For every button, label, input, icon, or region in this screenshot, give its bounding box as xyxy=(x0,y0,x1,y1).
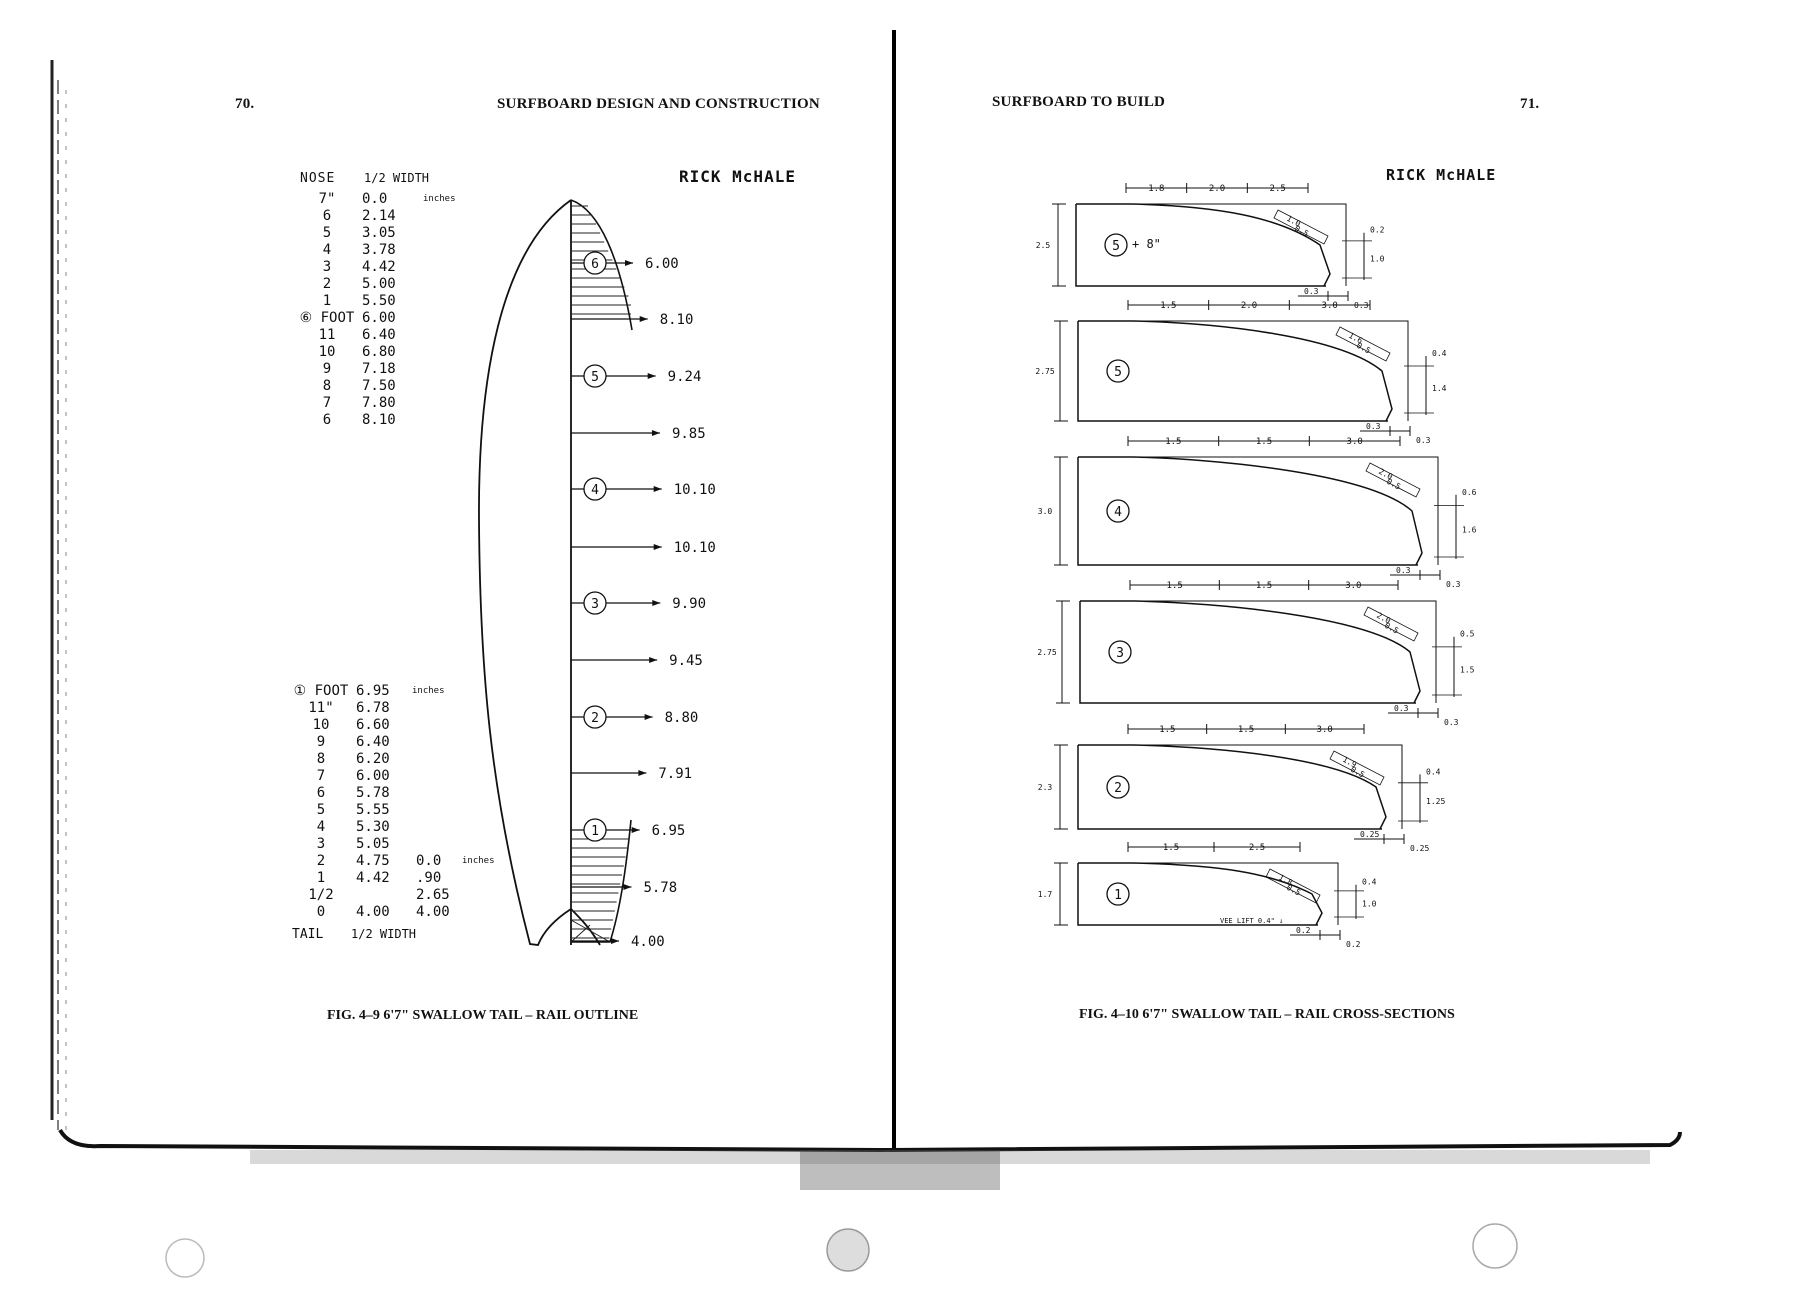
bottom-left-value: 0.3 xyxy=(1394,704,1409,713)
table-row xyxy=(292,411,422,428)
right-top-value: 0.2 xyxy=(1370,225,1385,235)
station-arrowhead xyxy=(654,486,662,492)
slant-dimension-value: 1.0 xyxy=(1285,213,1303,229)
bottom-right-value: 0.3 xyxy=(1446,580,1461,589)
table-row xyxy=(292,207,422,224)
bottom-left-value: 0.3 xyxy=(1396,566,1411,575)
right-top-value: 0.4 xyxy=(1426,767,1441,777)
left-figure-caption: FIG. 4–9 6'7" SWALLOW TAIL – RAIL OUTLINE xyxy=(327,1008,639,1023)
half-width-value: 6.78 xyxy=(356,699,390,716)
table-row xyxy=(292,326,422,343)
right-mid-value: 1.0 xyxy=(1362,899,1377,909)
half-width-value: 5.78 xyxy=(356,784,390,801)
bottom-right-value: 0.2 xyxy=(1346,940,1361,949)
right-top-value: 0.4 xyxy=(1432,349,1447,358)
top-dimension-value: 1.5 xyxy=(1160,301,1177,311)
station-position: 5 xyxy=(322,224,332,241)
station-position: 7" xyxy=(318,190,336,207)
half-width-value: 8.10 xyxy=(362,411,396,428)
rail-outline-drawing xyxy=(460,190,760,960)
section-label: 5 xyxy=(1112,239,1120,254)
station-arrowhead xyxy=(649,657,657,663)
station-arrowhead xyxy=(648,373,656,379)
table-row xyxy=(292,190,422,207)
top-dimension-value: 1.5 xyxy=(1237,725,1255,735)
half-width-value: 4.75 xyxy=(356,852,390,869)
station-arrowhead xyxy=(638,770,646,776)
rail-cross-sections xyxy=(1035,170,1510,960)
station-value: 9.45 xyxy=(669,653,703,669)
right-top-value: 0.6 xyxy=(1462,487,1477,497)
right-running-head: SURFBOARD TO BUILD xyxy=(992,94,1166,110)
half-width-value: 6.95 xyxy=(356,682,390,699)
slant-dimension-value: 1.8 xyxy=(1277,872,1295,888)
swallow-width-value: 0.0 xyxy=(416,852,442,869)
slant-dimension-value: 0.5 xyxy=(1285,882,1303,898)
station-value: 7.91 xyxy=(658,766,693,782)
cross-section-4 xyxy=(1037,580,1474,727)
half-width-value: 6.60 xyxy=(356,716,390,733)
tail-table-unit: inches xyxy=(412,686,445,696)
table-row xyxy=(292,224,422,241)
tail-vee-lines xyxy=(571,920,610,942)
station-position: 6 xyxy=(322,207,332,224)
cross-section-3 xyxy=(1038,436,1477,589)
tail-table-footer-right: 1/2 WIDTH xyxy=(351,927,417,941)
station-position: 1/2 xyxy=(308,886,334,903)
station-value: 5.78 xyxy=(643,880,678,896)
table-row xyxy=(292,343,422,360)
station-label: 3 xyxy=(591,597,599,612)
table-row xyxy=(292,377,422,394)
half-width-value: 5.55 xyxy=(356,801,390,818)
top-dimension-value: 1.8 xyxy=(1148,184,1165,194)
half-width-value: 5.50 xyxy=(362,292,396,309)
station-label: 2 xyxy=(591,711,599,726)
section-height-label: 3.0 xyxy=(1037,507,1053,516)
right-mid-value: 1.5 xyxy=(1460,665,1475,675)
station-position: 8 xyxy=(316,750,326,767)
right-mid-value: 1.4 xyxy=(1432,384,1447,393)
station-arrowhead xyxy=(645,714,653,720)
station-position: 7 xyxy=(322,394,332,411)
station-value: 10.10 xyxy=(673,482,716,498)
slant-dimension-value: 0.5 xyxy=(1349,764,1367,780)
station-value: 10.10 xyxy=(673,540,716,556)
station-position: 2 xyxy=(322,275,332,292)
half-width-value: 6.40 xyxy=(362,326,396,343)
right-figure-caption: FIG. 4–10 6'7" SWALLOW TAIL – RAIL CROSS-SECTIONS xyxy=(1079,1007,1455,1022)
half-width-value: 5.05 xyxy=(356,835,390,852)
nose-table-header-right: 1/2 WIDTH xyxy=(364,171,430,185)
station-position: 2 xyxy=(316,852,326,869)
half-width-value: 6.00 xyxy=(356,767,390,784)
table-row xyxy=(292,275,422,292)
section-suffix: + 8" xyxy=(1132,237,1161,251)
top-dimension-value: 2.5 xyxy=(1269,184,1286,194)
half-width-value xyxy=(356,886,416,903)
half-width-value: 4.42 xyxy=(362,258,396,275)
station-position: 9 xyxy=(322,360,332,377)
section-height-label: 2.3 xyxy=(1037,783,1053,792)
section-height-label: 2.75 xyxy=(1037,648,1057,657)
half-width-value: 6.80 xyxy=(362,343,396,360)
station-position: 10 xyxy=(318,343,336,360)
station-label: 1 xyxy=(591,824,599,839)
table-row xyxy=(286,750,472,767)
table-row xyxy=(286,716,472,733)
section-label: 5 xyxy=(1114,365,1122,380)
top-dimension-value: 3.0 xyxy=(1346,437,1363,447)
half-width-value: 6.00 xyxy=(362,309,396,326)
half-width-value: 5.00 xyxy=(362,275,396,292)
station-arrowhead xyxy=(623,884,631,890)
station-value: 8.80 xyxy=(664,710,699,726)
top-dimension-value: 1.5 xyxy=(1162,843,1180,853)
top-dimension-value: 1.5 xyxy=(1255,437,1273,447)
table-row xyxy=(292,394,422,411)
bottom-left-value: 0.2 xyxy=(1296,926,1311,935)
half-width-value: 6.40 xyxy=(356,733,390,750)
right-mid-value: 1.6 xyxy=(1462,525,1477,535)
top-dimension-value: 3.0 xyxy=(1345,581,1362,591)
slant-dimension-value: 0.5 xyxy=(1383,620,1401,636)
station-arrows xyxy=(571,252,716,950)
slant-dimension-value: 1.6 xyxy=(1347,330,1365,346)
top-dimension-value: 1.5 xyxy=(1159,725,1176,735)
tail-table-unit-2: inches xyxy=(462,856,495,866)
slant-dimension-value: 0.5 xyxy=(1385,476,1403,492)
half-width-value: 7.18 xyxy=(362,360,396,377)
swallow-width-value: 2.65 xyxy=(416,886,450,903)
tail-table xyxy=(286,682,472,920)
cross-section-6 xyxy=(1038,842,1377,949)
cross-section-1 xyxy=(1036,183,1385,310)
swallow-width-value: .90 xyxy=(416,869,442,886)
table-row xyxy=(292,258,422,275)
station-label: 4 xyxy=(591,483,599,498)
station-value: 6.00 xyxy=(645,256,679,272)
top-dimension-value: 3.0 xyxy=(1321,301,1338,311)
bottom-right-value: 0.25 xyxy=(1410,844,1430,853)
left-page-number: 70. xyxy=(235,96,255,112)
board-outline-rail xyxy=(479,200,600,945)
half-width-value: 7.80 xyxy=(362,394,396,411)
top-dimension-value: 2.0 xyxy=(1240,301,1258,311)
section-height-label: 1.7 xyxy=(1037,890,1053,899)
top-dimension-value: 2.5 xyxy=(1248,843,1266,853)
bottom-left-value: 0.25 xyxy=(1360,830,1380,839)
nose-table xyxy=(292,190,422,428)
section-label: 2 xyxy=(1114,781,1122,796)
section-label: 1 xyxy=(1114,888,1122,903)
table-row xyxy=(286,733,472,750)
swallow-width-value: 4.00 xyxy=(416,903,450,920)
station-arrowhead xyxy=(654,544,662,550)
station-position: ⑥ FOOT xyxy=(299,309,355,326)
table-row xyxy=(286,886,472,903)
bottom-left-value: 0.3 xyxy=(1366,422,1381,431)
bottom-right-value: 0.3 xyxy=(1354,301,1369,310)
half-width-value: 4.42 xyxy=(356,869,390,886)
tail-table-footer-left: TAIL xyxy=(292,927,324,942)
top-dimension-value: 1.5 xyxy=(1165,437,1182,447)
table-row xyxy=(286,869,472,886)
half-width-value: 5.30 xyxy=(356,818,390,835)
right-mid-value: 1.25 xyxy=(1426,796,1446,806)
table-row xyxy=(286,767,472,784)
top-dimension-value: 3.0 xyxy=(1316,725,1333,735)
right-mid-value: 1.0 xyxy=(1370,254,1385,264)
table-row xyxy=(286,784,472,801)
right-top-value: 0.4 xyxy=(1362,877,1377,887)
slant-dimension-value: 0.5 xyxy=(1355,340,1373,356)
station-position: 11" xyxy=(308,699,334,716)
table-row xyxy=(292,241,422,258)
half-width-value: 2.14 xyxy=(362,207,396,224)
half-width-value: 0.0 xyxy=(362,190,388,207)
half-width-value: 3.78 xyxy=(362,241,396,258)
slant-dimension-value: 1.9 xyxy=(1341,754,1359,770)
cross-section-2 xyxy=(1035,300,1446,445)
station-label: 6 xyxy=(591,257,599,272)
station-position: 10 xyxy=(312,716,330,733)
top-dimension-value: 1.5 xyxy=(1255,581,1273,591)
station-position: ① FOOT xyxy=(293,682,349,699)
station-position: 1 xyxy=(316,869,326,886)
section-note: VEE LIFT 0.4" ↓ xyxy=(1220,917,1284,925)
section-label: 4 xyxy=(1114,505,1122,520)
station-label: 5 xyxy=(591,370,599,385)
table-row xyxy=(286,801,472,818)
half-width-value: 6.20 xyxy=(356,750,390,767)
table-row xyxy=(292,360,422,377)
top-dimension-value: 1.5 xyxy=(1166,581,1183,591)
station-arrowhead xyxy=(640,316,648,322)
station-position: 7 xyxy=(316,767,326,784)
station-value: 9.85 xyxy=(671,426,706,442)
half-width-value: 3.05 xyxy=(362,224,396,241)
bottom-right-value: 0.3 xyxy=(1444,718,1459,727)
table-row xyxy=(286,699,472,716)
left-running-head: SURFBOARD DESIGN AND CONSTRUCTION xyxy=(497,96,820,112)
station-position: 1 xyxy=(322,292,332,309)
station-position: 4 xyxy=(322,241,332,258)
table-row xyxy=(286,835,472,852)
station-value: 9.90 xyxy=(672,596,707,612)
station-position: 11 xyxy=(318,326,336,343)
station-value: 8.10 xyxy=(659,312,694,328)
section-height-label: 2.5 xyxy=(1035,241,1051,250)
station-arrowhead xyxy=(632,827,640,833)
station-position: 6 xyxy=(322,411,332,428)
right-designer-name: RICK McHALE xyxy=(1386,166,1497,184)
table-row xyxy=(286,852,472,869)
station-value: 4.00 xyxy=(631,934,665,950)
table-row xyxy=(286,818,472,835)
slant-dimension-value: 2.0 xyxy=(1375,610,1393,626)
cross-section-5 xyxy=(1038,724,1446,853)
station-position: 3 xyxy=(316,835,326,852)
half-width-value: 4.00 xyxy=(356,903,390,920)
section-height-label: 2.75 xyxy=(1035,367,1055,376)
nose-table-header-left: NOSE xyxy=(300,171,336,186)
right-page-number: 71. xyxy=(1520,96,1540,112)
station-arrowhead xyxy=(625,260,633,266)
top-dimension-value: 2.0 xyxy=(1208,184,1226,194)
bottom-right-value: 0.3 xyxy=(1416,436,1431,445)
nose-table-unit: inches xyxy=(423,194,456,204)
station-arrowhead xyxy=(652,600,660,606)
bottom-left-value: 0.3 xyxy=(1304,287,1319,296)
station-position: 0 xyxy=(316,903,326,920)
station-value: 6.95 xyxy=(651,823,686,839)
station-position: 9 xyxy=(316,733,326,750)
left-designer-name: RICK McHALE xyxy=(679,167,796,186)
station-position: 6 xyxy=(316,784,326,801)
station-position: 5 xyxy=(316,801,326,818)
station-position: 3 xyxy=(322,258,332,275)
station-position: 8 xyxy=(322,377,332,394)
slant-dimension-value: 2.0 xyxy=(1377,466,1395,482)
table-row xyxy=(292,309,422,326)
table-row xyxy=(292,292,422,309)
station-arrowhead xyxy=(611,938,619,944)
section-label: 3 xyxy=(1116,646,1124,661)
half-width-value: 7.50 xyxy=(362,377,396,394)
right-top-value: 0.5 xyxy=(1460,629,1475,639)
station-position: 4 xyxy=(316,818,326,835)
slant-dimension-value: 0.5 xyxy=(1293,223,1311,239)
station-value: 9.24 xyxy=(667,369,702,385)
table-row xyxy=(286,903,472,920)
station-arrowhead xyxy=(652,430,660,436)
